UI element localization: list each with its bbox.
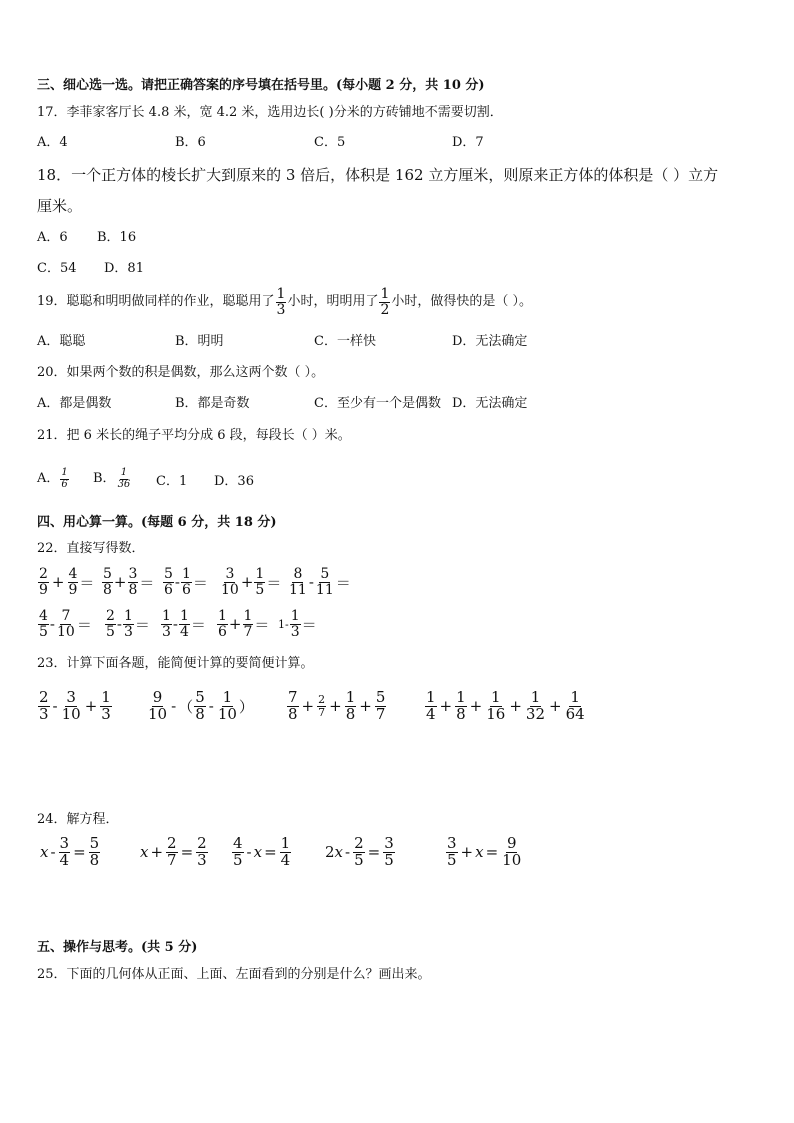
q24-text: 24．解方程． xyxy=(37,812,119,827)
q19-option-d: D．无法确定 xyxy=(452,334,528,349)
q18-option-b: B．16 xyxy=(97,230,137,245)
q22-expr-3: $\frac{5}{6}$ - $\frac{1}{6}$ ＝ xyxy=(164,566,208,598)
q17-option-a: A．4 xyxy=(37,135,68,150)
q19-option-a: A．聪聪 xyxy=(37,334,86,349)
section4-title: 四、用心算一算。(每题 6 分，共 18 分) xyxy=(37,515,277,530)
q22-expr-2: $\frac{5}{8}$ + $\frac{3}{8}$ ＝ xyxy=(103,566,155,598)
q21-fraction-one-thirtysixth: $\frac{1}{36}$ xyxy=(117,467,131,490)
q20-option-c: C．至少有一个是偶数 xyxy=(314,396,441,411)
q19-post: 小时，做得快的是（ ）。 xyxy=(391,294,533,310)
q22-expr-4: $\frac{3}{10}$ + $\frac{1}{5}$ ＝ xyxy=(221,566,282,598)
q19-option-c: C．一样快 xyxy=(314,334,376,349)
q21-option-c: C．1 xyxy=(156,474,188,489)
q22-expr-5: $\frac{8}{11}$ - $\frac{5}{11}$ ＝ xyxy=(289,566,351,598)
q17-option-d: D．7 xyxy=(452,135,484,150)
q23-expr-4: $\frac{1}{4}$ + $\frac{1}{8}$ + $\frac{1}{16}$ + $\frac{1}{32}$ + $\frac{1}{64}$ xyxy=(426,688,585,723)
q21-text: 21．把 6 米长的绳子平均分成 6 段，每段长（ ）米。 xyxy=(37,428,351,443)
q25-text: 25．下面的几何体从正面、上面、左面看到的分别是什么？画出来。 xyxy=(37,967,431,982)
q20-option-d: D．无法确定 xyxy=(452,396,528,411)
q22-expr-6: $\frac{4}{5}$ - $\frac{7}{10}$ ＝ xyxy=(39,608,92,640)
q18-line1: 18．一个正方体的棱长扩大到原来的 3 倍后，体积是 162 立方厘米，则原来正方体的体积是（ ）立方 xyxy=(37,166,719,184)
q19-mid: 小时，明明用了 xyxy=(287,294,379,310)
q21-fraction-one-sixth: $\frac{1}{6}$ xyxy=(61,467,68,490)
q19-option-b: B．明明 xyxy=(175,334,224,349)
q23-expr-1: $\frac{2}{3}$ - $\frac{3}{10}$ + $\frac{1}{3}$ xyxy=(39,688,111,723)
q19-pre: 19．聪聪和明明做同样的作业，聪聪用了 xyxy=(37,294,275,310)
q21-option-d: D．36 xyxy=(214,474,254,489)
q17-option-b: B．6 xyxy=(175,135,206,150)
q21-option-a: A． $\frac{1}{6}$ xyxy=(37,467,68,490)
q22-expr-10: 1 - $\frac{1}{3}$ ＝ xyxy=(278,608,317,640)
q20-text: 20．如果两个数的积是偶数，那么这两个数（ ）。 xyxy=(37,365,325,380)
q22-expr-8: $\frac{1}{3}$ - $\frac{1}{4}$ ＝ xyxy=(162,608,206,640)
q24-eq-2: x + $\frac{2}{7}$ = $\frac{2}{3}$ xyxy=(140,834,207,869)
q23-expr-3: $\frac{7}{8}$ + $\frac{2}{7}$ + $\frac{1}{8}$ + $\frac{5}{7}$ xyxy=(288,688,386,723)
q24-eq-1: x - $\frac{3}{4}$ = $\frac{5}{8}$ xyxy=(40,834,100,869)
q18-option-c: C．54 xyxy=(37,261,77,276)
q22-expr-1: $\frac{2}{9}$ + $\frac{4}{9}$ ＝ xyxy=(39,566,95,598)
q18-option-a: A．6 xyxy=(37,230,68,245)
q22-expr-9: $\frac{1}{6}$ + $\frac{1}{7}$ ＝ xyxy=(218,608,270,640)
q20-option-b: B．都是奇数 xyxy=(175,396,250,411)
q22-text: 22．直接写得数． xyxy=(37,541,145,556)
q23-expr-2: $\frac{9}{10}$ - （ $\frac{5}{8}$ - $\frac{1}{10}$ ） xyxy=(148,688,254,723)
q18-line2: 厘米。 xyxy=(37,197,83,215)
q23-text: 23．计算下面各题，能简便计算的要简便计算。 xyxy=(37,656,314,671)
q17-text: 17．李菲家客厅长 4.8 米，宽 4.2 米，选用边长( )分米的方砖铺地不需要切割． xyxy=(37,105,503,120)
q19-fraction-one-third: $\frac{1}{3}$ xyxy=(276,286,286,318)
q24-eq-4: 2 x - $\frac{2}{5}$ = $\frac{3}{5}$ xyxy=(325,834,394,869)
section3-title: 三、细心选一选。请把正确答案的序号填在括号里。(每小题 2 分，共 10 分) xyxy=(37,78,485,93)
q24-eq-3: $\frac{4}{5}$ - x = $\frac{1}{4}$ xyxy=(233,834,291,869)
q22-expr-7: $\frac{2}{5}$ - $\frac{1}{3}$ ＝ xyxy=(106,608,150,640)
q20-option-a: A．都是偶数 xyxy=(37,396,112,411)
q19-fraction-one-half: $\frac{1}{2}$ xyxy=(380,286,390,318)
q17-option-c: C．5 xyxy=(314,135,346,150)
q24-eq-5: $\frac{3}{5}$ + x = $\frac{9}{10}$ xyxy=(447,834,522,869)
q19-line xyxy=(37,287,532,317)
q18-option-d: D．81 xyxy=(104,261,144,276)
q21-option-b: B． $\frac{1}{36}$ xyxy=(93,467,131,490)
section5-title: 五、操作与思考。(共 5 分) xyxy=(37,940,198,955)
